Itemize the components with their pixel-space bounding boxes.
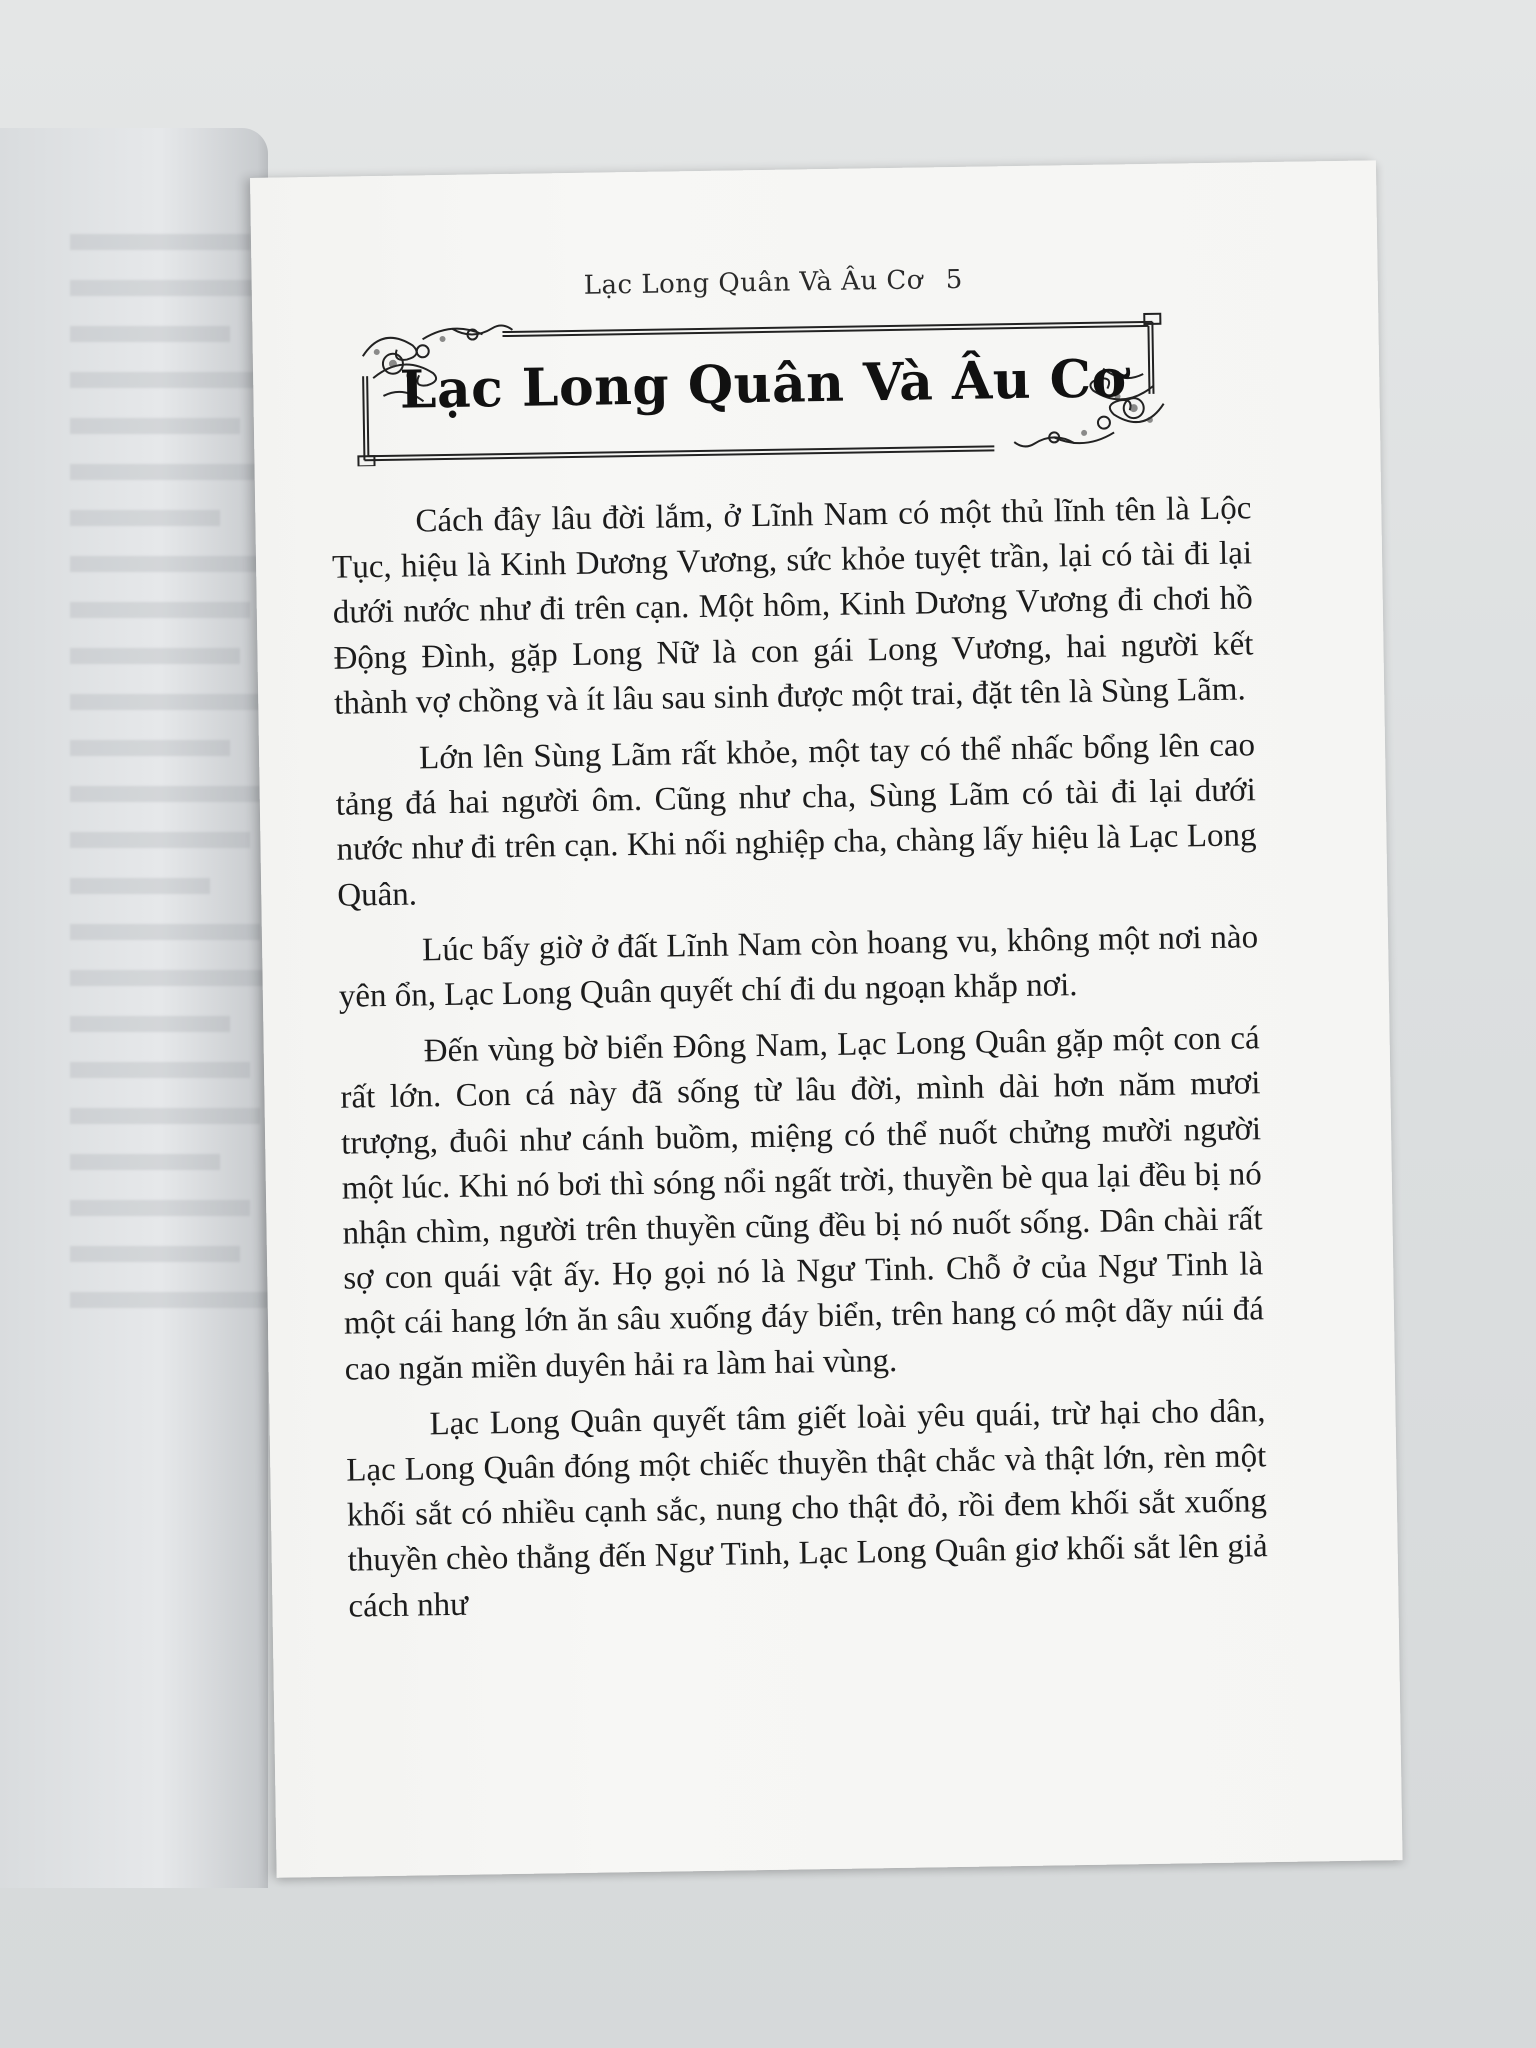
- paragraph: Đến vùng bờ biển Đông Nam, Lạc Long Quân gặp một con cá rất lớn. Con cá này đã sống từ lâu đời, mình dài hơn năm mươi trượng, đuôi như cánh buồm, miệng có thể nuốt chửng mười người một lúc. Khi nó bơi thì sóng nổi ngất trời, thuyền bè qua lại đều bị nó nhận chìm, người trên thuyền cũng đều bị nó nuốt sống. Dân chài rất sợ con quái vật ấy. Họ gọi nó là Ngư Tinh. Chỗ ở của Ngư Tinh là một cái hang lớn ăn sâu xuống đáy biển, trên hang có một dãy núi đá cao ngăn miền duyên hải ra làm hai vùng.: [340, 1020, 1265, 1388]
- left-page: [0, 128, 268, 1888]
- running-head: [583, 265, 962, 301]
- left-page-show-through: [40, 188, 268, 1794]
- page-number: 5: [945, 264, 963, 296]
- show-through-lines: [70, 234, 268, 1734]
- paragraph: Lúc bấy giờ ở đất Lĩnh Nam còn hoang vu, không một nơi nào yên ổn, Lạc Long Quân quyết chí đi du ngoạn khắp nơi.: [338, 919, 1259, 1015]
- book-page: [250, 160, 1403, 1877]
- paragraph: Lớn lên Sùng Lãm rất khỏe, một tay có thể nhấc bổng lên cao tảng đá hai người ôm. Cũng như cha, Sùng Lãm có tài đi lại dưới nước như đi trên cạn. Khi nối nghiệp cha, chàng lấy hiệu là Lạc Long Quân.: [335, 727, 1257, 914]
- paragraph: Lạc Long Quân quyết tâm giết loài yêu quái, trừ hại cho dân, Lạc Long Quân đóng một chiếc thuyền thật chắc và thật lớn, rèn một khối sắt có nhiều cạnh sắc, nung cho thật đỏ, rồi đem khối sắt xuống thuyền chèo thẳng đến Ngư Tinh, Lạc Long Quân giơ khối sắt lên giả cách như: [346, 1393, 1268, 1625]
- story-body: [331, 486, 1269, 1640]
- paragraph: Cách đây lâu đời lắm, ở Lĩnh Nam có một thủ lĩnh tên là Lộc Tục, hiệu là Kinh Dương Vương, sức khỏe tuyệt trần, lại có tài đi lại dưới nước như đi trên cạn. Một hôm, Kinh Dương Vương đi chơi hồ Động Đình, gặp Long Nữ là con gái Long Vương, hai người kết thành vợ chồng và ít lâu sau sinh được một trai, đặt tên là Sùng Lãm.: [331, 490, 1254, 722]
- chapter-title-frame: [352, 304, 1174, 467]
- chapter-title: Lạc Long Quân Và Âu Cơ: [399, 348, 1128, 421]
- running-head-title: Lạc Long Quân Và Âu Cơ: [583, 265, 924, 301]
